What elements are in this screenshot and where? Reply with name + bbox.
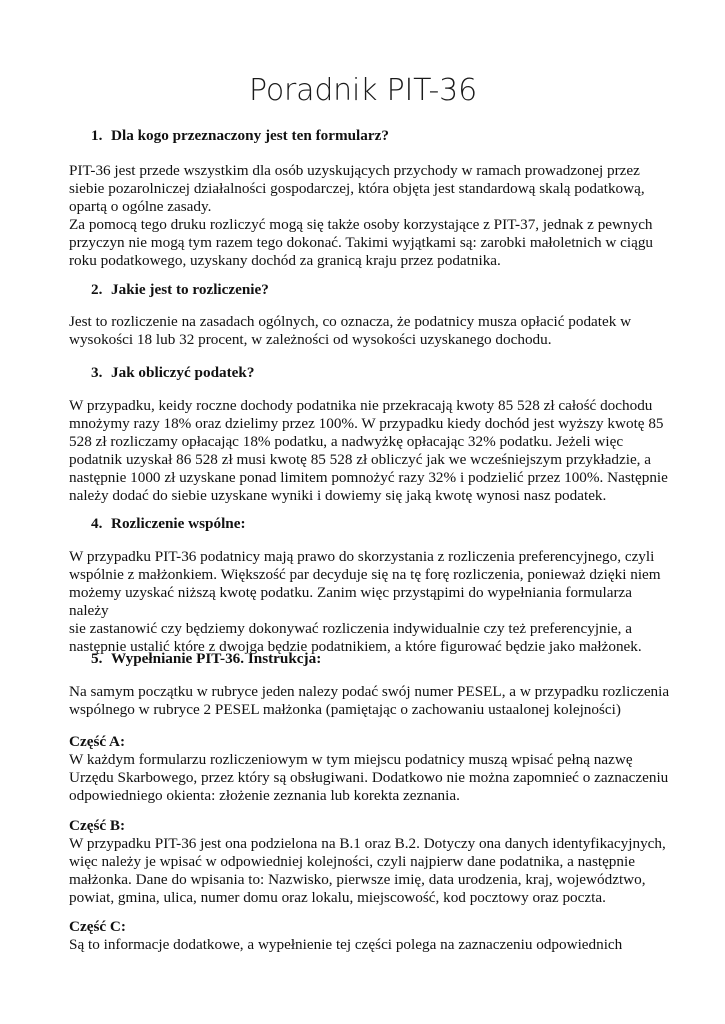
text-line: następnie ustalić które z dwojga będzie podatnikiem, a które figurować będzie jako małżonek. (69, 638, 642, 655)
text-line: sie zastanowić czy będziemy dokonywać rozliczenia indywidualnie czy też preferencyjnie, a (69, 620, 632, 637)
section-title: Jakie jest to rozliczenie? (111, 281, 269, 298)
text-line: podatnik uzyskał 86 528 zł musi kwotę 85 528 zł obliczyć jak we wcześniejszym przykładzie, a (69, 451, 652, 468)
section-number: 3. (91, 364, 103, 381)
section-number: 1. (91, 127, 103, 144)
page-title: Poradnik PIT-36 (249, 73, 477, 108)
section-body-2 (69, 313, 665, 349)
text-line: W przypadku, keidy roczne dochody podatnika nie przekracają kwoty 85 528 zł całość dochodu (69, 397, 653, 414)
text-line: odpowiedniego okienta: złożenie zeznania lub korekta zeznania. (69, 787, 460, 804)
text-line: powiat, gmina, ulica, numer domu oraz lokalu, miejscowość, kod pocztowy oraz poczta. (69, 889, 606, 906)
text-line: PIT-36 jest przede wszystkim dla osób uzyskujących przychody w ramach prowadzonej przez (69, 162, 640, 179)
part-label: Część A: (69, 733, 126, 750)
text-line: możemy uzyskać niższą kwotę podatku. Zanim więc przystąpimi do wypełniania formularza należy (69, 584, 633, 619)
text-line: siebie pozarolniczej działalności gospodarczej, która objęta jest standardową skalą podatkową, (69, 180, 645, 197)
text-line: Urzędu Skarbowego, przez który są obsługiwani. Dodatkowo nie można zapomnieć o zaznaczeniu (69, 769, 669, 786)
text-line: W każdym formularzu rozliczeniowym w tym miejscu podatnicy muszą wpisać pełną nazwę (69, 751, 633, 768)
text-line: Jest to rozliczenie na zasadach ogólnych, co oznacza, że podatnicy musza opłacić podatek w (69, 313, 632, 330)
part-label: Część C: (69, 918, 126, 935)
text-line: mnożymy razy 18% oraz dzielimy przez 100%. W przypadku kiedy dochód jest wyższy kwotę 85 (69, 415, 664, 432)
text-line: wspólnego w rubryce 2 PESEL małżonka (pamiętając o zachowaniu ustaalonej kolejności) (69, 701, 621, 718)
section-body-3 (69, 397, 670, 505)
section-title: Dla kogo przeznaczony jest ten formularz? (111, 127, 389, 144)
part-a (69, 733, 670, 805)
part-b (69, 817, 670, 907)
section-heading-3 (91, 364, 254, 382)
section-number: 5. (91, 650, 103, 667)
text-line: W przypadku PIT-36 podatnicy mają prawo do skorzystania z rozliczenia preferencyjnego, czyli (69, 548, 655, 565)
section-number: 2. (91, 281, 103, 298)
text-line: wysokości 18 lub 32 procent, w zależności od wysokości uzyskanego dochodu. (69, 331, 552, 348)
text-line: wspólnie z małżonkiem. Większość par decyduje się na tę forę rozliczenia, ponieważ dzięki niem (69, 566, 661, 583)
text-line: więc należy je wpisać w odpowiedniej kolejności, czyli najpierw dane podatnika, a następnie (69, 853, 635, 870)
text-line: małżonka. Dane do wpisania to: Nazwisko, pierwsze imię, data urodzenia, kraj, województwo, (69, 871, 646, 888)
section-title: Rozliczenie wspólne: (111, 515, 246, 532)
section-body-1 (69, 162, 665, 270)
section-heading-4 (91, 515, 246, 533)
section-body-4 (69, 548, 670, 656)
section-heading-5 (91, 650, 321, 668)
section-heading-1 (91, 127, 389, 145)
part-label: Część B: (69, 817, 126, 834)
text-line: następnie 1000 zł uzyskane ponad limitem pomnożyć razy 32% i podzielić przez 100%. Następnie (69, 469, 668, 486)
section-body-5 (69, 683, 670, 719)
section-title: Jak obliczyć podatek? (111, 364, 255, 381)
part-c (69, 918, 670, 954)
section-heading-2 (91, 281, 269, 299)
section-title: Wypełnianie PIT-36. Instrukcja: (111, 650, 322, 667)
section-number: 4. (91, 515, 103, 532)
text-line: Na samym początku w rubryce jeden nalezy podać swój numer PESEL, a w przypadku rozliczenia (69, 683, 670, 700)
text-line: roku podatkowego, uzyskany dochód za granicą kraju przez podatnika. (69, 252, 501, 269)
text-line: należy dodać do siebie uzyskane wyniki i dowiemy się jaką kwotę wynosi nasz podatek. (69, 487, 607, 504)
text-line: 528 zł rozliczamy opłacając 18% podatku, a nadwyżkę opłacając 32% podatku. Jeżeli więc (69, 433, 624, 450)
text-line: przyczyn nie mogą tym razem tego dokonać. Takimi wyjątkami są: zarobki małoletnich w ciągu (69, 234, 654, 251)
text-line: opartą o ogólne zasady. (69, 198, 212, 215)
text-line: Za pomocą tego druku rozliczyć mogą się także osoby korzystające z PIT-37, jednak z pewnych (69, 216, 653, 233)
text-line: Są to informacje dodatkowe, a wypełnienie tej części polega na zaznaczeniu odpowiednich (69, 936, 623, 953)
text-line: W przypadku PIT-36 jest ona podzielona na B.1 oraz B.2. Dotyczy ona danych identyfikacyjnych, (69, 835, 666, 852)
